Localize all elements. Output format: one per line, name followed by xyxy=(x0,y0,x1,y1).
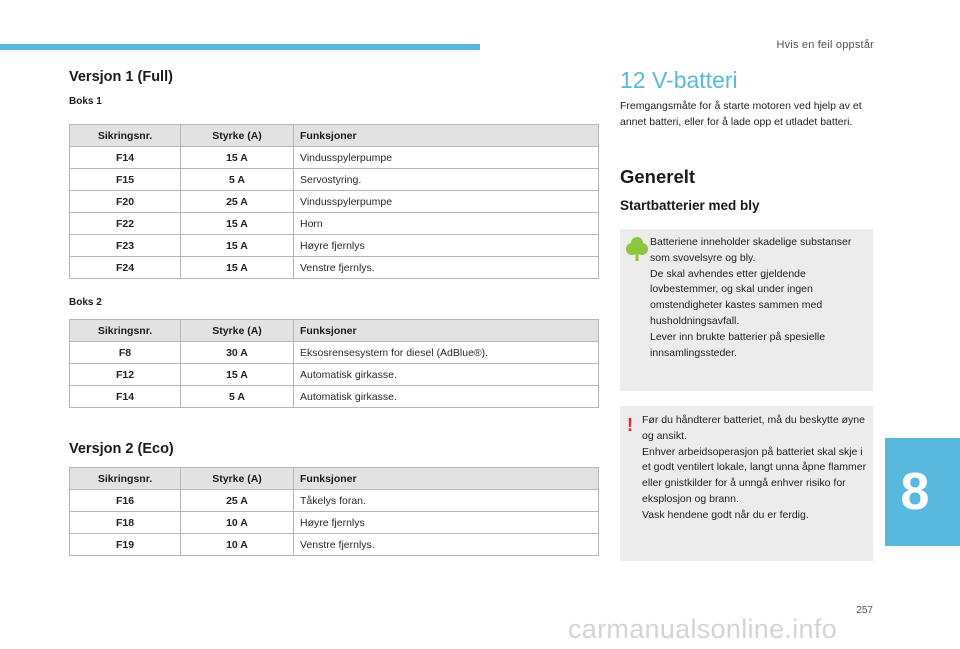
amperage-cell: 15 A xyxy=(181,257,294,279)
amperage-cell: 5 A xyxy=(181,386,294,408)
chapter-tab xyxy=(885,438,960,546)
watermark: carmanualsonline.info xyxy=(568,614,837,644)
table-row xyxy=(70,191,599,213)
table-header-row xyxy=(70,125,599,147)
environment-note-text xyxy=(650,235,870,361)
function-cell: Automatisk girkasse. xyxy=(294,364,599,386)
function-cell: Venstre fjernlys. xyxy=(294,534,599,556)
section-title: Hvis en feil oppstår xyxy=(776,39,874,51)
function-cell: Høyre fjernlys xyxy=(294,235,599,257)
versjon2-title: Versjon 2 (Eco) xyxy=(69,441,174,457)
header-cell: Funksjoner xyxy=(294,468,599,490)
amperage-cell: 15 A xyxy=(181,147,294,169)
amperage-cell: 10 A xyxy=(181,512,294,534)
function-cell: Vindusspylerpumpe xyxy=(294,191,599,213)
note-paragraph: De skal avhendes etter gjeldende lovbestemmer, og skal under ingen omstendigheter kastes sammen med husholdningsavfall. xyxy=(650,267,823,327)
exclamation-icon: ! xyxy=(627,415,633,435)
fuse-number-cell: F23 xyxy=(70,235,181,257)
table-row xyxy=(70,147,599,169)
amperage-cell: 25 A xyxy=(181,191,294,213)
function-cell: Eksosrensesystem for diesel (AdBlue®). xyxy=(294,342,599,364)
warning-note-text xyxy=(642,413,870,524)
fuse-number-cell: F24 xyxy=(70,257,181,279)
header-cell: Funksjoner xyxy=(294,320,599,342)
amperage-cell: 15 A xyxy=(181,235,294,257)
table-row xyxy=(70,534,599,556)
amperage-cell: 5 A xyxy=(181,169,294,191)
fuse-table-boks2 xyxy=(69,319,599,408)
fuse-number-cell: F8 xyxy=(70,342,181,364)
boks1-label: Boks 1 xyxy=(69,96,102,107)
amperage-cell: 25 A xyxy=(181,490,294,512)
fuse-number-cell: F14 xyxy=(70,386,181,408)
function-cell: Tåkelys foran. xyxy=(294,490,599,512)
note-paragraph: Før du håndterer batteriet, må du beskytte øyne og ansikt. xyxy=(642,414,865,442)
battery-title: 12 V-batteri xyxy=(620,67,738,93)
note-paragraph: Vask hendene godt når du er ferdig. xyxy=(642,508,809,521)
table-row xyxy=(70,257,599,279)
fuse-number-cell: F20 xyxy=(70,191,181,213)
startbatterier-heading: Startbatterier med bly xyxy=(620,198,760,213)
table-row xyxy=(70,490,599,512)
note-paragraph: Lever inn brukte batterier på spesielle innsamlingssteder. xyxy=(650,330,826,359)
fuse-table-versjon2 xyxy=(69,467,599,556)
header-cell: Sikringsnr. xyxy=(70,320,181,342)
table-row xyxy=(70,235,599,257)
page-number: 257 xyxy=(856,605,873,616)
generelt-heading: Generelt xyxy=(620,166,696,187)
tree-icon xyxy=(626,236,648,262)
fuse-number-cell: F12 xyxy=(70,364,181,386)
table-row xyxy=(70,169,599,191)
intro-text: Fremgangsmåte for å starte motoren ved hjelp av et annet batteri, eller for å lade opp et utladet batteri. xyxy=(620,100,862,128)
top-accent-bar xyxy=(0,44,480,50)
header-cell: Funksjoner xyxy=(294,125,599,147)
table-row xyxy=(70,512,599,534)
amperage-cell: 15 A xyxy=(181,213,294,235)
amperage-cell: 10 A xyxy=(181,534,294,556)
boks2-label: Boks 2 xyxy=(69,297,102,308)
function-cell: Servostyring. xyxy=(294,169,599,191)
fuse-number-cell: F18 xyxy=(70,512,181,534)
versjon1-title: Versjon 1 (Full) xyxy=(69,69,173,85)
function-cell: Venstre fjernlys. xyxy=(294,257,599,279)
header-cell: Styrke (A) xyxy=(181,125,294,147)
fuse-table-boks1 xyxy=(69,124,599,279)
amperage-cell: 30 A xyxy=(181,342,294,364)
table-header-row xyxy=(70,468,599,490)
header-cell: Sikringsnr. xyxy=(70,125,181,147)
header-cell: Styrke (A) xyxy=(181,468,294,490)
header-cell: Styrke (A) xyxy=(181,320,294,342)
fuse-number-cell: F15 xyxy=(70,169,181,191)
table-row xyxy=(70,213,599,235)
fuse-number-cell: F16 xyxy=(70,490,181,512)
table-row xyxy=(70,386,599,408)
function-cell: Horn xyxy=(294,213,599,235)
table-row xyxy=(70,364,599,386)
chapter-number: 8 xyxy=(900,463,930,521)
function-cell: Høyre fjernlys xyxy=(294,512,599,534)
table-row xyxy=(70,342,599,364)
function-cell: Automatisk girkasse. xyxy=(294,386,599,408)
fuse-number-cell: F14 xyxy=(70,147,181,169)
table-header-row xyxy=(70,320,599,342)
header-cell: Sikringsnr. xyxy=(70,468,181,490)
amperage-cell: 15 A xyxy=(181,364,294,386)
fuse-number-cell: F19 xyxy=(70,534,181,556)
function-cell: Vindusspylerpumpe xyxy=(294,147,599,169)
note-paragraph: Enhver arbeidsoperasjon på batteriet skal skje i et godt ventilert lokale, langt unna åpne flammer eller gnistkilder for å unngå enhver risiko for eksplosjon og brann. xyxy=(642,445,867,505)
fuse-number-cell: F22 xyxy=(70,213,181,235)
note-paragraph: Batteriene inneholder skadelige substanser som svovelsyre og bly. xyxy=(650,236,852,264)
